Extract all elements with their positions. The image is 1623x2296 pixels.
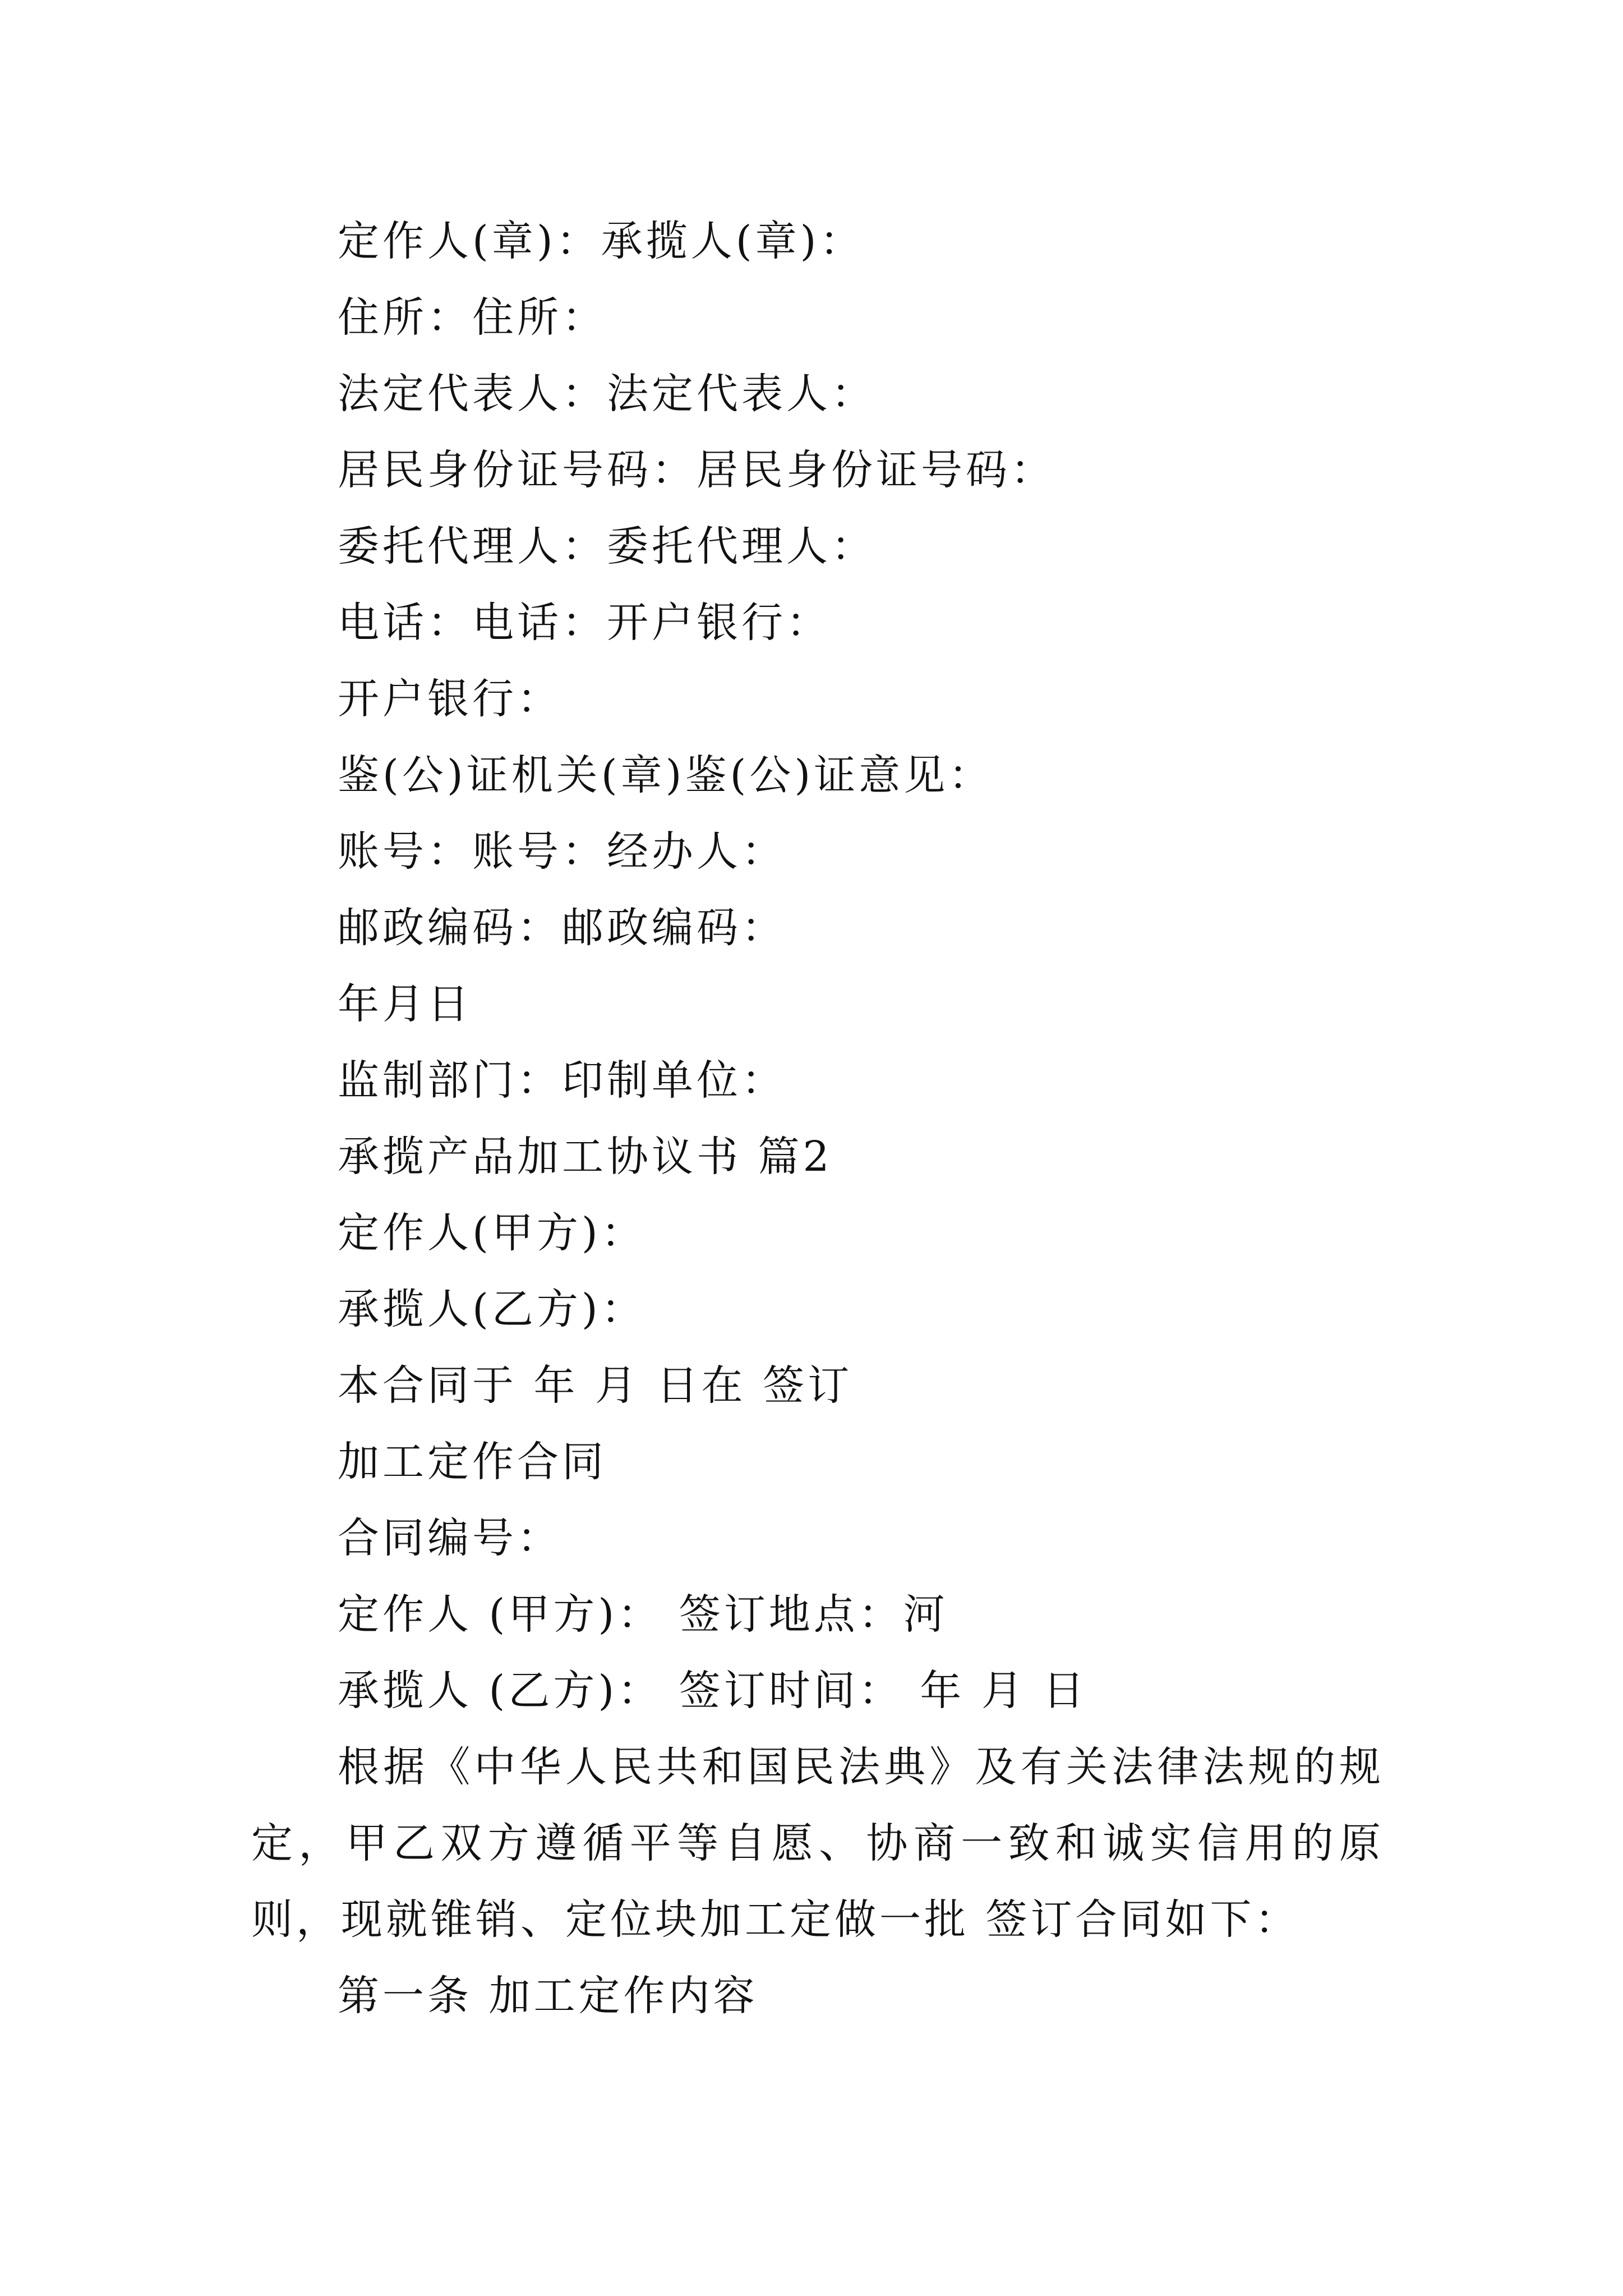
text-line: 定作人(甲方)： xyxy=(338,1209,646,1257)
text-line: 鉴(公)证机关(章)鉴(公)证意见： xyxy=(338,751,994,799)
text-line: 合同编号： xyxy=(338,1514,562,1562)
text-line: 本合同于 年 月 日在 签订 xyxy=(338,1361,853,1410)
text-line: 监制部门：印制单位： xyxy=(338,1056,786,1105)
text-line: 账号：账号：经办人： xyxy=(338,827,786,876)
text-line: 委托代理人：委托代理人： xyxy=(338,522,876,570)
text-line: 定作人(章)：承揽人(章)： xyxy=(338,217,865,265)
text-line: 开户银行： xyxy=(338,675,562,723)
body-paragraph: 根据《中华人民共和国民法典》及有关法律法规的规定，甲乙双方遵循平等自愿、协商一致和诚实信用的原则，现就锥销、定位块加工定做一批 签订合同如下： xyxy=(251,1743,1384,1944)
text-line: 电话：电话：开户银行： xyxy=(338,599,831,647)
text-line: 住所：住所： xyxy=(338,293,607,342)
text-line: 承揽人 (乙方)： 签订时间： 年 月 日 xyxy=(338,1667,1088,1715)
article-heading: 第一条 加工定作内容 xyxy=(338,1972,758,2020)
text-line: 法定代表人：法定代表人： xyxy=(338,370,876,418)
text-line: 邮政编码：邮政编码： xyxy=(338,904,786,952)
section-heading: 承揽产品加工协议书 篇2 xyxy=(338,1133,833,1181)
text-line: 居民身份证号码：居民身份证号码： xyxy=(338,446,1055,494)
text-line: 承揽人(乙方)： xyxy=(338,1285,646,1333)
text-line: 加工定作合同 xyxy=(338,1438,607,1486)
text-line: 年月日 xyxy=(338,980,472,1028)
text-line: 定作人 (甲方)： 签订地点：河 xyxy=(338,1590,948,1639)
